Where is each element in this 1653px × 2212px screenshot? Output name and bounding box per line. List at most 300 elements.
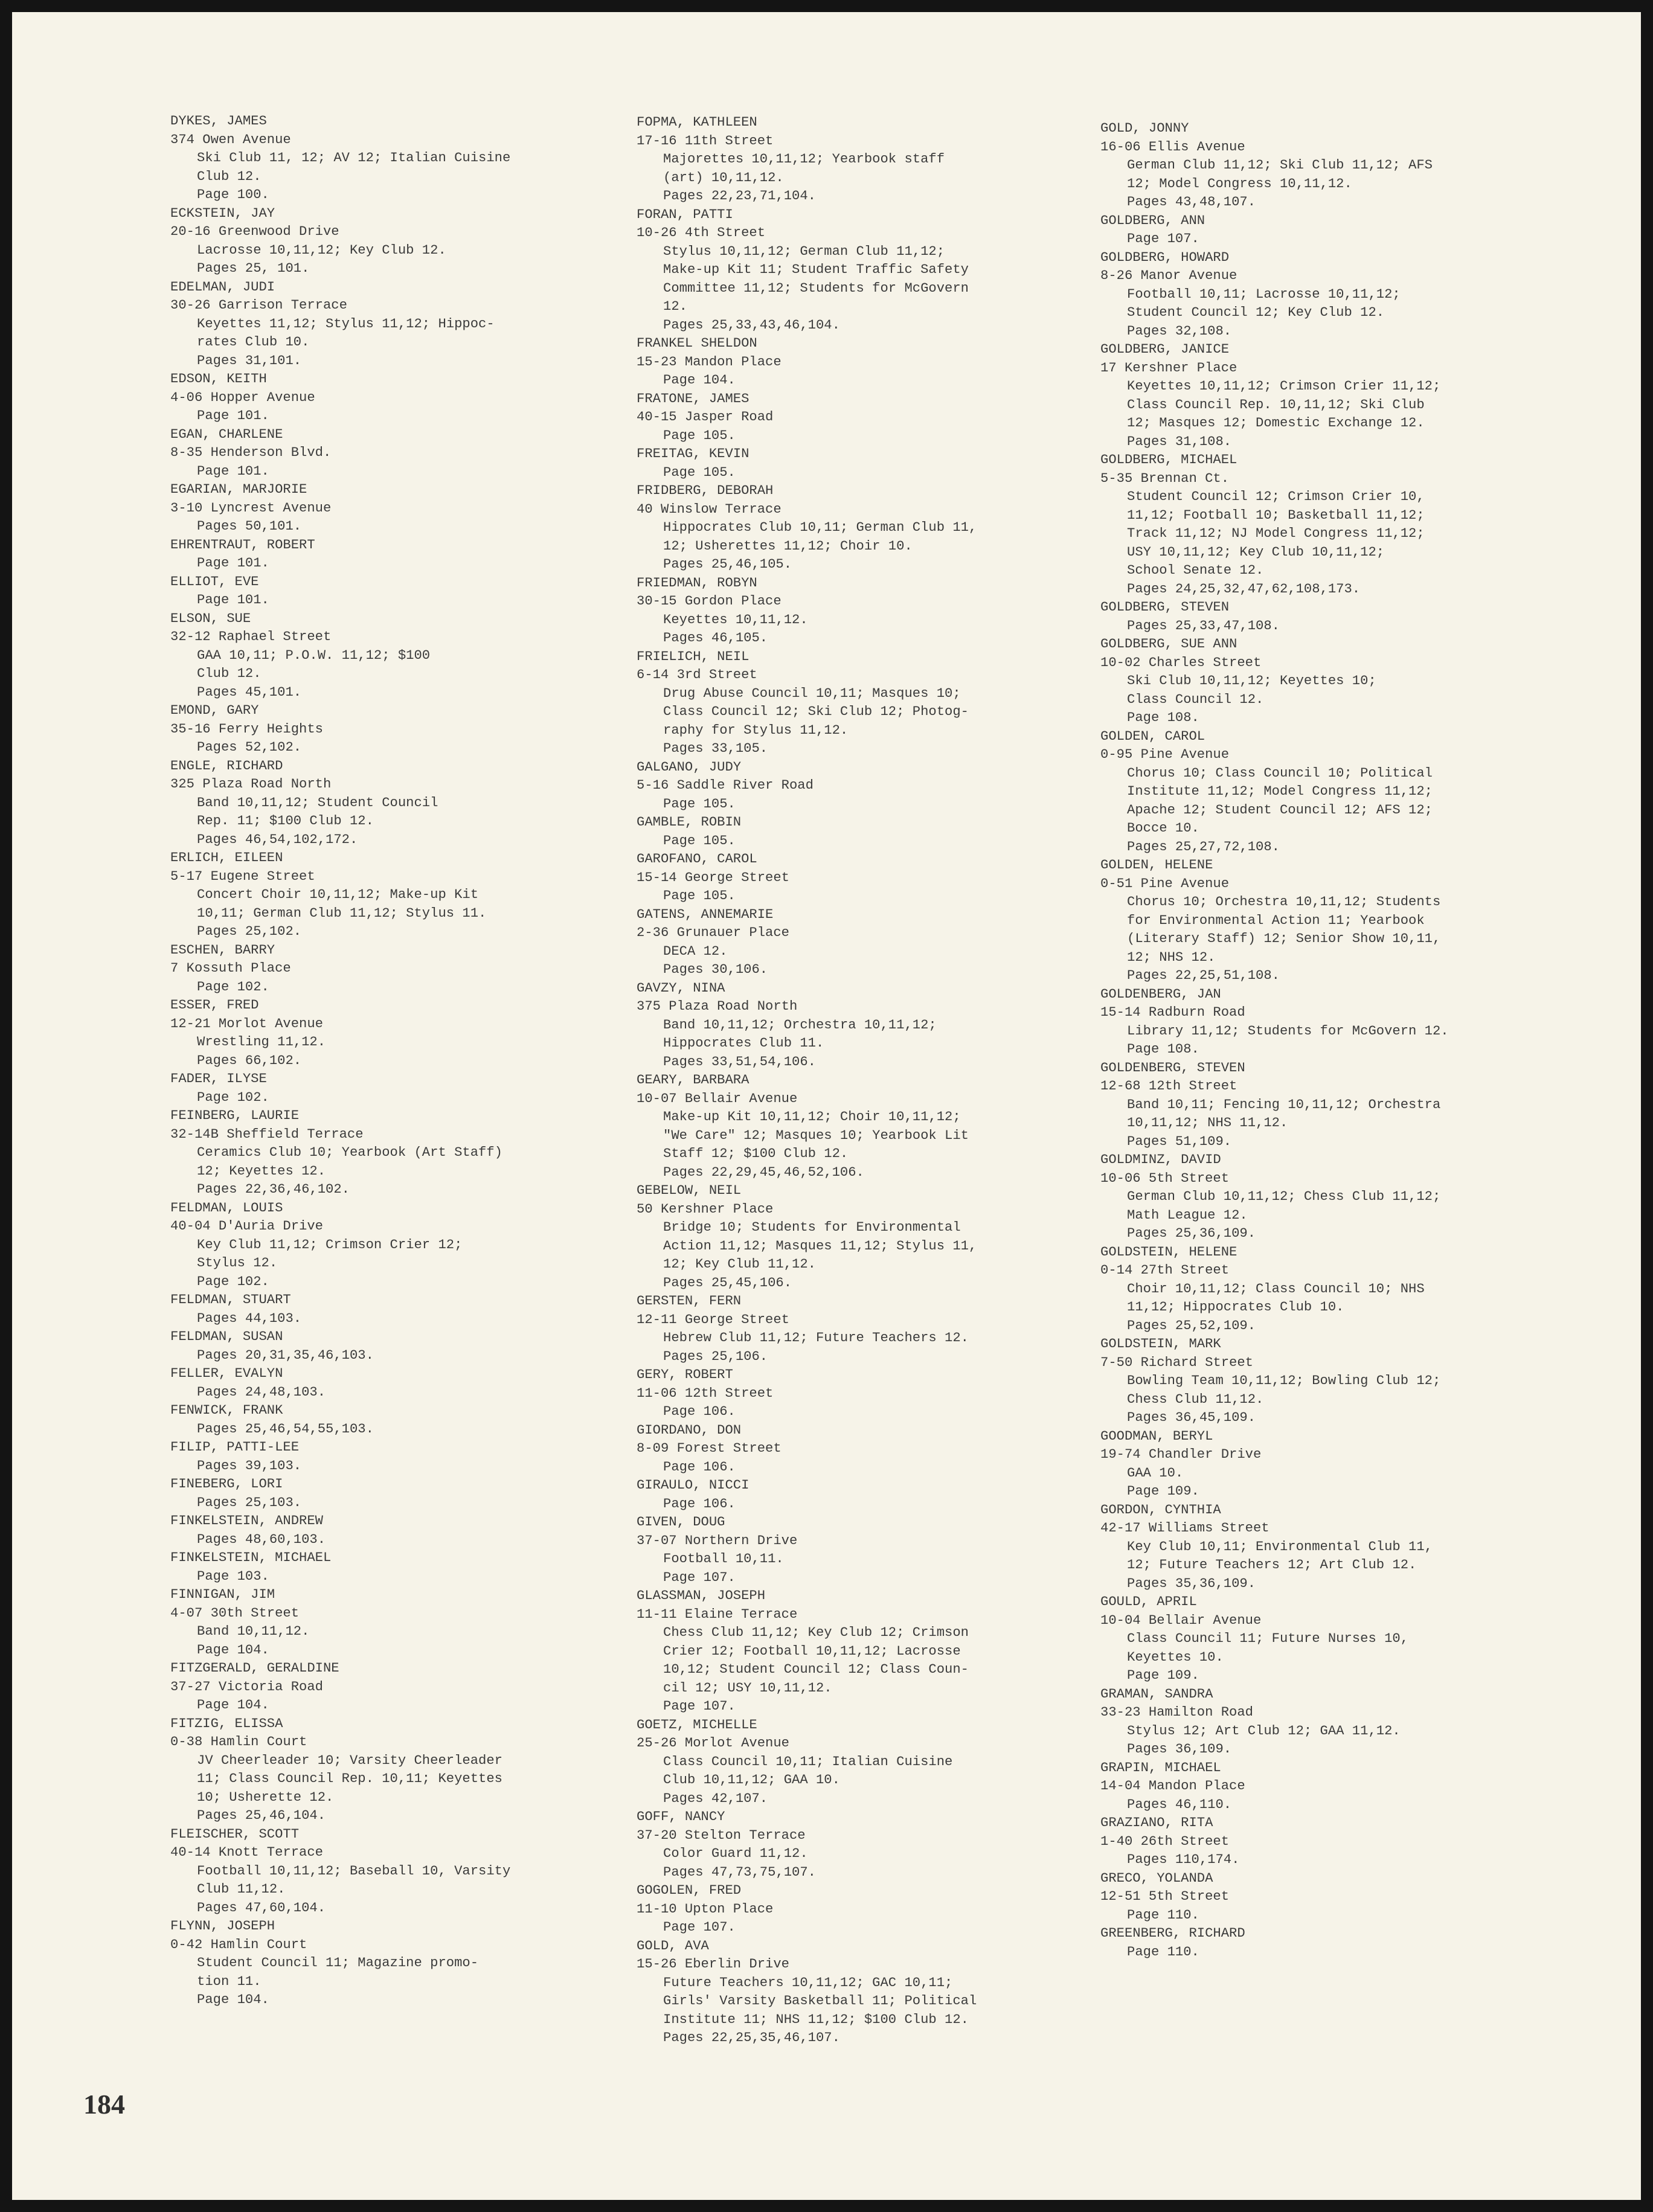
student-name: FLYNN, JOSEPH xyxy=(170,1919,275,1934)
student-entry xyxy=(637,206,1077,335)
activity-line: Institute 11,12; Model Congress 11,12; xyxy=(1127,784,1433,799)
activity-line: Class Council 10,11; Italian Cuisine xyxy=(663,1754,953,1769)
activity-line: Pages 33,105. xyxy=(663,741,768,756)
activity-line: Pages 36,45,109. xyxy=(1127,1410,1256,1425)
page-number: 184 xyxy=(83,2089,125,2120)
student-name: GOLD, AVA xyxy=(637,1938,709,1954)
student-name: GREENBERG, RICHARD xyxy=(1100,1926,1245,1941)
student-address: 40-04 D'Auria Drive xyxy=(170,1219,323,1234)
activity-line: Pages 20,31,35,46,103. xyxy=(197,1347,374,1363)
student-address: 11-06 12th Street xyxy=(637,1385,774,1401)
student-name: EDELMAN, JUDI xyxy=(170,279,275,295)
activity-line: Keyettes 10. xyxy=(1127,1649,1224,1665)
student-name: ELSON, SUE xyxy=(170,611,251,626)
student-address: 7 Kossuth Place xyxy=(170,961,291,976)
student-address: 8-26 Manor Avenue xyxy=(1100,268,1237,283)
activity-line: Page 110. xyxy=(1127,1907,1199,1923)
activity-line: DECA 12. xyxy=(663,943,728,959)
student-name: FLEISCHER, SCOTT xyxy=(170,1826,300,1842)
activity-line: Committee 11,12; Students for McGovern xyxy=(663,280,969,296)
activity-line: Page 101. xyxy=(197,556,269,571)
activity-line: Chorus 10; Class Council 10; Political xyxy=(1127,765,1433,781)
student-entry xyxy=(170,370,611,426)
activity-line: "We Care" 12; Masques 10; Yearbook Lit xyxy=(663,1127,969,1143)
student-entry xyxy=(637,758,1077,814)
student-entry xyxy=(170,426,611,481)
student-address: 11-10 Upton Place xyxy=(637,1901,774,1917)
activity-line: USY 10,11,12; Key Club 10,11,12; xyxy=(1127,544,1385,560)
activity-line: (art) 10,11,12. xyxy=(663,170,784,185)
activity-line: Apache 12; Student Council 12; AFS 12; xyxy=(1127,802,1433,818)
student-entry xyxy=(1100,1501,1541,1594)
activity-line: Rep. 11; $100 Club 12. xyxy=(197,813,374,829)
student-address: 20-16 Greenwood Drive xyxy=(170,224,339,239)
student-entry xyxy=(637,114,1077,206)
activity-line: Club 12. xyxy=(197,168,262,184)
activity-line: Pages 52,102. xyxy=(197,740,302,755)
activity-line: Keyettes 11,12; Stylus 11,12; Hippoc- xyxy=(197,316,495,332)
student-entry xyxy=(170,941,611,997)
student-entry xyxy=(1100,856,1541,986)
student-entry xyxy=(637,1937,1077,2048)
student-address: 25-26 Morlot Avenue xyxy=(637,1736,789,1751)
activity-line: Girls' Varsity Basketball 11; Political xyxy=(663,1993,977,2008)
student-address: 10-07 Bellair Avenue xyxy=(637,1091,798,1106)
student-address: 1-40 26th Street xyxy=(1100,1833,1230,1849)
student-address: 15-26 Eberlin Drive xyxy=(637,1957,789,1972)
student-address: 50 Kershner Place xyxy=(637,1201,774,1217)
student-name: ESCHEN, BARRY xyxy=(170,942,275,958)
student-entry xyxy=(637,1882,1077,1937)
student-name: FENWICK, FRANK xyxy=(170,1403,283,1418)
activity-line: GAA 10. xyxy=(1127,1465,1184,1481)
student-entry xyxy=(1100,1870,1541,1925)
activity-line: Pages 46,110. xyxy=(1127,1797,1232,1812)
student-entry xyxy=(170,1438,611,1475)
student-entry xyxy=(1100,635,1541,728)
student-name: FEINBERG, LAURIE xyxy=(170,1108,300,1123)
student-entry xyxy=(637,1476,1077,1513)
student-address: 19-74 Chandler Drive xyxy=(1100,1447,1262,1462)
student-entry xyxy=(170,481,611,536)
student-entry xyxy=(637,335,1077,390)
student-entry xyxy=(170,278,611,371)
student-address: 10-02 Charles Street xyxy=(1100,655,1262,670)
activity-line: Crier 12; Football 10,11,12; Lacrosse xyxy=(663,1643,961,1659)
student-name: GORDON, CYNTHIA xyxy=(1100,1502,1221,1518)
activity-line: (Literary Staff) 12; Senior Show 10,11, xyxy=(1127,931,1441,946)
activity-line: JV Cheerleader 10; Varsity Cheerleader xyxy=(197,1752,502,1768)
activity-line: Club 12. xyxy=(197,666,262,681)
student-name: GERSTEN, FERN xyxy=(637,1294,742,1309)
student-name: GOLDBERG, STEVEN xyxy=(1100,600,1230,615)
activity-line: Band 10,11,12. xyxy=(197,1624,310,1639)
activity-line: Pages 42,107. xyxy=(663,1790,768,1806)
student-name: FELDMAN, STUART xyxy=(170,1292,291,1307)
student-entry xyxy=(170,702,611,757)
student-entry xyxy=(637,906,1077,979)
activity-line: Pages 25,103. xyxy=(197,1495,302,1510)
student-address: 40-15 Jasper Road xyxy=(637,409,774,425)
activity-line: Pages 25,27,72,108. xyxy=(1127,839,1280,854)
activity-line: for Environmental Action 11; Yearbook xyxy=(1127,912,1425,928)
student-entry xyxy=(1100,1428,1541,1501)
activity-line: Pages 43,48,107. xyxy=(1127,194,1256,210)
activity-line: Pages 25, 101. xyxy=(197,261,310,276)
student-name: GOLDBERG, HOWARD xyxy=(1100,249,1230,265)
student-name: GRAZIANO, RITA xyxy=(1100,1815,1213,1830)
student-name: GAVZY, NINA xyxy=(637,980,725,996)
student-name: GOLDBERG, JANICE xyxy=(1100,342,1230,357)
student-name: FINNIGAN, JIM xyxy=(170,1587,275,1602)
student-address: 11-11 Elaine Terrace xyxy=(637,1606,798,1622)
activity-line: 11; Class Council Rep. 10,11; Keyettes xyxy=(197,1771,502,1786)
student-address: 17-16 11th Street xyxy=(637,133,774,149)
student-name: GOODMAN, BERYL xyxy=(1100,1428,1213,1444)
student-name: GAROFANO, CAROL xyxy=(637,851,757,867)
student-name: FOPMA, KATHLEEN xyxy=(637,115,757,130)
student-entry xyxy=(170,205,611,278)
student-address: 37-07 Northern Drive xyxy=(637,1533,798,1548)
student-address: 4-06 Hopper Avenue xyxy=(170,390,315,405)
activity-line: Pages 44,103. xyxy=(197,1310,302,1326)
activity-line: Action 11,12; Masques 11,12; Stylus 11, xyxy=(663,1238,977,1254)
activity-line: tion 11. xyxy=(197,1973,262,1989)
activity-line: Make-up Kit 10,11,12; Choir 10,11,12; xyxy=(663,1109,961,1124)
activity-line: Page 101. xyxy=(197,592,269,607)
activity-line: Pages 22,25,35,46,107. xyxy=(663,2030,840,2045)
student-name: GRECO, YOLANDA xyxy=(1100,1870,1213,1886)
student-name: FILIP, PATTI-LEE xyxy=(170,1440,300,1455)
activity-line: 12; Keyettes 12. xyxy=(197,1163,326,1179)
activity-line: Stylus 12; Art Club 12; GAA 11,12. xyxy=(1127,1723,1401,1739)
student-name: GIORDANO, DON xyxy=(637,1422,742,1438)
student-name: EGARIAN, MARJORIE xyxy=(170,482,307,497)
student-name: GOLDENBERG, JAN xyxy=(1100,986,1221,1002)
student-name: GIRAULO, NICCI xyxy=(637,1478,749,1493)
activity-line: Page 104. xyxy=(197,1992,269,2007)
activity-line: Page 107. xyxy=(663,1920,736,1935)
student-name: GOGOLEN, FRED xyxy=(637,1883,742,1898)
student-address: 3-10 Lyncrest Avenue xyxy=(170,500,332,516)
student-entry xyxy=(170,1199,611,1292)
activity-line: Page 109. xyxy=(1127,1668,1199,1683)
activity-line: Pages 35,36,109. xyxy=(1127,1576,1256,1591)
activity-line: Page 109. xyxy=(1127,1484,1199,1499)
student-address: 0-51 Pine Avenue xyxy=(1100,876,1230,891)
activity-line: Pages 46,54,102,172. xyxy=(197,832,358,847)
student-name: EDSON, KEITH xyxy=(170,371,267,386)
activity-line: Page 104. xyxy=(663,373,736,388)
student-name: ERLICH, EILEEN xyxy=(170,850,283,865)
student-entry xyxy=(637,813,1077,850)
activity-line: Page 107. xyxy=(663,1569,736,1585)
student-entry xyxy=(637,1182,1077,1292)
activity-line: Pages 33,51,54,106. xyxy=(663,1054,816,1069)
student-address: 15-23 Mandon Place xyxy=(637,354,782,370)
student-name: FADER, ILYSE xyxy=(170,1071,267,1086)
student-address: 30-15 Gordon Place xyxy=(637,594,782,609)
student-name: GEBELOW, NEIL xyxy=(637,1183,742,1198)
activity-line: Pages 32,108. xyxy=(1127,323,1232,339)
student-entry xyxy=(637,1366,1077,1422)
student-entry xyxy=(170,849,611,941)
student-entry xyxy=(170,1586,611,1659)
student-name: GOFF, NANCY xyxy=(637,1809,725,1824)
activity-line: Pages 30,106. xyxy=(663,962,768,977)
student-entry xyxy=(637,1292,1077,1366)
student-name: ELLIOT, EVE xyxy=(170,574,259,589)
activity-line: 11,12; Football 10; Basketball 11,12; xyxy=(1127,507,1425,523)
student-name: EGAN, CHARLENE xyxy=(170,426,283,442)
activity-line: 12; Future Teachers 12; Art Club 12. xyxy=(1127,1557,1417,1572)
activity-line: Pages 22,36,46,102. xyxy=(197,1182,350,1197)
activity-line: Band 10,11,12; Orchestra 10,11,12; xyxy=(663,1017,937,1033)
activity-line: Pages 31,108. xyxy=(1127,434,1232,449)
student-name: GOLDBERG, SUE ANN xyxy=(1100,636,1237,652)
activity-line: Pages 48,60,103. xyxy=(197,1531,326,1547)
activity-line: Page 104. xyxy=(197,1642,269,1658)
student-address: 375 Plaza Road North xyxy=(637,999,798,1014)
activity-line: Pages 36,109. xyxy=(1127,1742,1232,1757)
student-name: GOLDEN, CAROL xyxy=(1100,728,1205,744)
student-address: 33-23 Hamilton Road xyxy=(1100,1705,1253,1720)
student-entry xyxy=(170,1291,611,1328)
student-name: DYKES, JAMES xyxy=(170,114,267,129)
student-address: 5-17 Eugene Street xyxy=(170,868,315,884)
student-name: ENGLE, RICHARD xyxy=(170,758,283,774)
activity-line: Pages 45,101. xyxy=(197,684,302,700)
student-entry xyxy=(1100,1059,1541,1152)
student-address: 0-38 Hamlin Court xyxy=(170,1734,307,1749)
student-entry xyxy=(1100,598,1541,635)
student-address: 37-27 Victoria Road xyxy=(170,1679,323,1694)
activity-line: Pages 22,23,71,104. xyxy=(663,188,816,204)
student-address: 5-16 Saddle River Road xyxy=(637,778,814,793)
student-name: GOLDENBERG, STEVEN xyxy=(1100,1060,1245,1076)
student-address: 10-06 5th Street xyxy=(1100,1170,1230,1186)
student-name: FITZIG, ELISSA xyxy=(170,1716,283,1731)
activity-line: Pages 25,102. xyxy=(197,924,302,939)
student-name: FINEBERG, LORI xyxy=(170,1476,283,1492)
activity-line: Make-up Kit 11; Student Traffic Safety xyxy=(663,262,969,277)
activity-line: Concert Choir 10,11,12; Make-up Kit xyxy=(197,887,479,902)
activity-line: Hippocrates Club 11. xyxy=(663,1036,824,1051)
student-name: ESSER, FRED xyxy=(170,998,259,1013)
activity-line: Page 103. xyxy=(197,1568,269,1584)
activity-line: Page 107. xyxy=(1127,231,1199,246)
activity-line: Pages 47,73,75,107. xyxy=(663,1864,816,1880)
student-address: 0-42 Hamlin Court xyxy=(170,1937,307,1952)
student-address: 12-51 5th Street xyxy=(1100,1889,1230,1904)
student-entry xyxy=(1100,1593,1541,1685)
student-entry xyxy=(637,390,1077,446)
student-name: FRATONE, JAMES xyxy=(637,391,749,406)
activity-line: Pages 24,48,103. xyxy=(197,1384,326,1400)
student-name: GEARY, BARBARA xyxy=(637,1072,749,1088)
student-entry xyxy=(170,1070,611,1107)
student-name: FITZGERALD, GERALDINE xyxy=(170,1661,339,1676)
activity-line: 12; Usherettes 11,12; Choir 10. xyxy=(663,538,913,554)
student-entry xyxy=(170,1402,611,1438)
student-name: GLASSMAN, JOSEPH xyxy=(637,1588,766,1603)
student-entry xyxy=(170,757,611,850)
student-entry xyxy=(637,1808,1077,1882)
activity-line: Pages 25,33,43,46,104. xyxy=(663,317,840,333)
student-name: GOLDBERG, ANN xyxy=(1100,213,1205,228)
activity-line: Page 104. xyxy=(197,1697,269,1713)
yearbook-page xyxy=(12,12,1641,2200)
activity-line: Page 101. xyxy=(197,463,269,479)
activity-line: Stylus 10,11,12; German Club 11,12; xyxy=(663,243,945,259)
activity-line: Pages 25,36,109. xyxy=(1127,1226,1256,1241)
activity-line: 12; Masques 12; Domestic Exchange 12. xyxy=(1127,415,1425,431)
student-address: 0-14 27th Street xyxy=(1100,1263,1230,1278)
student-name: GATENS, ANNEMARIE xyxy=(637,906,774,922)
student-name: FELDMAN, LOUIS xyxy=(170,1200,283,1216)
student-address: 32-14B Sheffield Terrace xyxy=(170,1126,364,1142)
activity-line: Hebrew Club 11,12; Future Teachers 12. xyxy=(663,1330,969,1345)
student-name: GOLDBERG, MICHAEL xyxy=(1100,452,1237,467)
student-address: 374 Owen Avenue xyxy=(170,132,291,147)
student-entry xyxy=(637,850,1077,906)
student-name: FRIELICH, NEIL xyxy=(637,649,749,664)
student-entry xyxy=(1100,1685,1541,1759)
activity-line: Club 10,11,12; GAA 10. xyxy=(663,1772,840,1787)
activity-line: Keyettes 10,11,12; Crimson Crier 11,12; xyxy=(1127,379,1441,394)
activity-line: Band 10,11; Fencing 10,11,12; Orchestra xyxy=(1127,1097,1441,1112)
activity-line: Pages 24,25,32,47,62,108,173. xyxy=(1127,581,1361,597)
activity-line: Page 108. xyxy=(1127,710,1199,725)
student-entry xyxy=(1100,212,1541,249)
activity-line: Page 101. xyxy=(197,408,269,423)
student-address: 40-14 Knott Terrace xyxy=(170,1845,323,1860)
student-address: 7-50 Richard Street xyxy=(1100,1354,1253,1370)
activity-line: Class Council 12. xyxy=(1127,691,1264,707)
student-entry xyxy=(637,979,1077,1072)
student-address: 15-14 Radburn Road xyxy=(1100,1005,1245,1020)
student-entry xyxy=(637,648,1077,758)
activity-line: Page 105. xyxy=(663,464,736,480)
activity-line: Class Council Rep. 10,11,12; Ski Club xyxy=(1127,397,1425,412)
activity-line: Keyettes 10,11,12. xyxy=(663,612,808,627)
activity-line: Pages 22,29,45,46,52,106. xyxy=(663,1164,864,1180)
student-name: ECKSTEIN, JAY xyxy=(170,205,275,221)
activity-line: Pages 25,52,109. xyxy=(1127,1318,1256,1333)
activity-line: Staff 12; $100 Club 12. xyxy=(663,1146,849,1161)
student-entry xyxy=(1100,1335,1541,1428)
student-name: FORAN, PATTI xyxy=(637,207,733,222)
activity-line: Football 10,11,12; Baseball 10, Varsity xyxy=(197,1863,511,1879)
activity-line: Pages 22,25,51,108. xyxy=(1127,968,1280,983)
activity-line: Pages 110,174. xyxy=(1127,1852,1240,1867)
student-address: 0-95 Pine Avenue xyxy=(1100,747,1230,762)
activity-line: Pages 25,33,47,108. xyxy=(1127,618,1280,633)
activity-line: Ski Club 10,11,12; Keyettes 10; xyxy=(1127,673,1376,688)
activity-line: Page 105. xyxy=(663,888,736,903)
student-name: GRAMAN, SANDRA xyxy=(1100,1686,1213,1702)
student-entry xyxy=(1100,1925,1541,1961)
student-name: FREITAG, KEVIN xyxy=(637,446,749,461)
student-name: EMOND, GARY xyxy=(170,703,259,718)
student-entry xyxy=(1100,1814,1541,1870)
activity-line: Pages 25,46,54,55,103. xyxy=(197,1421,374,1437)
student-address: 6-14 3rd Street xyxy=(637,667,757,682)
activity-line: Student Council 12; Key Club 12. xyxy=(1127,305,1385,320)
activity-line: 12; NHS 12. xyxy=(1127,949,1216,965)
activity-line: Page 105. xyxy=(663,796,736,812)
activity-line: Pages 51,109. xyxy=(1127,1133,1232,1149)
student-name: GALGANO, JUDY xyxy=(637,759,742,775)
activity-line: Track 11,12; NJ Model Congress 11,12; xyxy=(1127,526,1425,541)
student-entry xyxy=(170,112,611,205)
activity-line: Page 102. xyxy=(197,979,269,995)
activity-line: Key Club 10,11; Environmental Club 11, xyxy=(1127,1539,1433,1554)
student-name: FRANKEL SHELDON xyxy=(637,336,757,351)
student-address: 16-06 Ellis Avenue xyxy=(1100,139,1245,155)
activity-line: Page 108. xyxy=(1127,1042,1199,1057)
activity-line: Pages 31,101. xyxy=(197,353,302,368)
student-entry xyxy=(170,1917,611,2010)
index-column-2 xyxy=(637,114,1077,2048)
activity-line: Bocce 10. xyxy=(1127,821,1199,836)
student-address: 12-11 George Street xyxy=(637,1312,789,1327)
student-entry xyxy=(1100,986,1541,1059)
student-entry xyxy=(1100,249,1541,341)
student-name: FINKELSTEIN, MICHAEL xyxy=(170,1550,332,1565)
student-entry xyxy=(170,610,611,702)
student-entry xyxy=(170,1365,611,1402)
activity-line: Hippocrates Club 10,11; German Club 11, xyxy=(663,520,977,535)
student-address: 42-17 Williams Street xyxy=(1100,1521,1269,1536)
activity-line: Page 110. xyxy=(1127,1944,1199,1960)
student-name: GERY, ROBERT xyxy=(637,1367,733,1382)
activity-line: Page 105. xyxy=(663,428,736,443)
activity-line: Pages 50,101. xyxy=(197,519,302,534)
activity-line: Football 10,11. xyxy=(663,1551,784,1566)
student-entry xyxy=(1100,1243,1541,1336)
student-name: GAMBLE, ROBIN xyxy=(637,815,742,830)
activity-line: Band 10,11,12; Student Council xyxy=(197,795,438,810)
activity-line: Bridge 10; Students for Environmental xyxy=(663,1220,961,1235)
activity-line: Wrestling 11,12. xyxy=(197,1034,326,1050)
student-address: 10-04 Bellair Avenue xyxy=(1100,1612,1262,1628)
student-address: 32-12 Raphael Street xyxy=(170,629,332,644)
student-name: FRIDBERG, DEBORAH xyxy=(637,483,774,498)
activity-line: Math League 12. xyxy=(1127,1207,1248,1223)
student-entry xyxy=(637,1513,1077,1587)
student-address: 40 Winslow Terrace xyxy=(637,501,782,517)
activity-line: 11,12; Hippocrates Club 10. xyxy=(1127,1300,1344,1315)
student-address: 5-35 Brennan Ct. xyxy=(1100,470,1230,486)
activity-line: Bowling Team 10,11,12; Bowling Club 12; xyxy=(1127,1373,1441,1388)
student-entry xyxy=(637,574,1077,648)
student-entry xyxy=(170,536,611,573)
activity-line: Club 11,12. xyxy=(197,1882,286,1897)
student-address: 35-16 Ferry Heights xyxy=(170,721,323,737)
activity-line: Pages 39,103. xyxy=(197,1458,302,1473)
student-address: 8-09 Forest Street xyxy=(637,1441,782,1456)
activity-line: 12; Model Congress 10,11,12. xyxy=(1127,176,1352,191)
activity-line: Page 106. xyxy=(663,1404,736,1419)
student-name: FELDMAN, SUSAN xyxy=(170,1329,283,1344)
activity-line: Pages 66,102. xyxy=(197,1053,302,1068)
student-address: 17 Kershner Place xyxy=(1100,360,1237,376)
activity-line: Page 106. xyxy=(663,1459,736,1475)
activity-line: German Club 10,11,12; Chess Club 11,12; xyxy=(1127,1189,1441,1204)
student-address: 12-21 Morlot Avenue xyxy=(170,1016,323,1031)
activity-line: Pages 25,46,104. xyxy=(197,1808,326,1823)
